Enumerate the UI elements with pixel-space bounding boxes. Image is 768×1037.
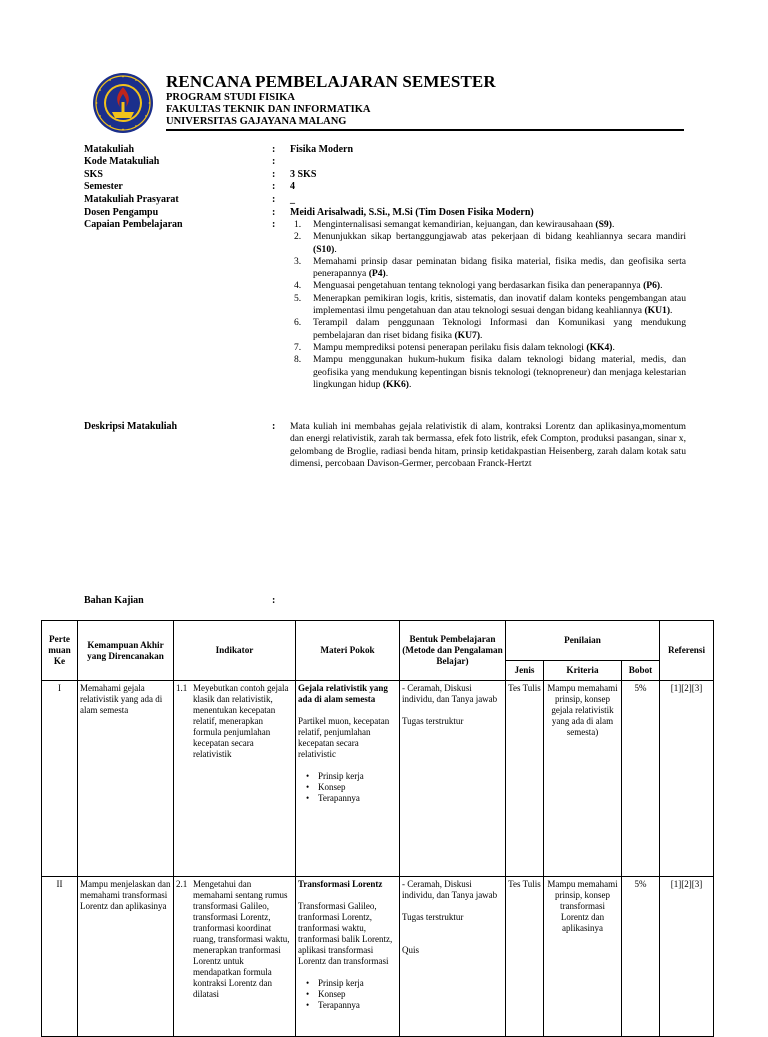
cell-materi: [296, 877, 400, 1037]
header-indikator: Indikator: [174, 621, 296, 681]
capaian-list: [290, 219, 686, 391]
cell-jenis: Tes Tulis: [506, 681, 544, 877]
capaian-text: [313, 219, 686, 231]
table-row: [42, 877, 714, 1037]
capaian-description: Terampil dalam penggunaan Teknologi Informasi dan Komunikasi yang mendukung pembelajaran dan riset bidang fisika: [313, 317, 686, 341]
university-seal-logo: [92, 72, 154, 134]
capaian-item: [290, 293, 686, 318]
capaian-period: .: [660, 280, 663, 292]
capaian-period: .: [480, 329, 483, 341]
rps-table: [41, 620, 714, 1037]
matakuliah-value: Fisika Modern: [290, 144, 354, 155]
capaian-code: (P6): [643, 280, 661, 292]
capaian-item: [290, 256, 686, 281]
capaian-number: 2.: [294, 231, 302, 243]
cell-bobot: 5%: [622, 681, 660, 877]
capaian-text: [313, 231, 686, 256]
sks-label: SKS: [84, 169, 103, 180]
deskripsi-label: Deskripsi Matakuliah: [84, 421, 178, 432]
university-name: UNIVERSITAS GAJAYANA MALANG: [166, 116, 347, 127]
capaian-number: 5.: [294, 292, 302, 304]
header-materi: Materi Pokok: [296, 621, 400, 681]
dosen-label: Dosen Pengampu: [84, 207, 159, 218]
program-name: PROGRAM STUDI FISIKA: [166, 92, 295, 103]
cell-materi: [296, 681, 400, 877]
capaian-item: [290, 280, 686, 292]
materi-bullets: [298, 771, 397, 804]
capaian-description: Menguasai pengetahuan tentang teknologi yang berdasarkan fisika dan penerapannya: [313, 280, 641, 292]
capaian-item: [290, 354, 686, 391]
capaian-period: .: [334, 243, 337, 255]
cell-kriteria: Mampu memahami prinsip, konsep gejala relativistik yang ada di alam semesta): [544, 681, 622, 877]
deskripsi-text: Mata kuliah ini membahas gejala relativistik di alam, kontraksi Lorentz dan aplikasinya,momentum dan energi relativistik, zarah tak bermassa, efek foto listrik, efek Compton, produksi pasangan, sinar x, gelombang de Broglie, radiasi benda hitam, prinsip ketidakpastian Heisenberg, zarah dalam kotak satu dimensi, percobaan Davison-Germer, percobaan Franck-Hertzt: [290, 421, 686, 469]
bentuk-quis: Quis: [402, 945, 420, 955]
bentuk-tugas: Tugas terstruktur: [402, 716, 464, 726]
capaian-text: [313, 256, 686, 281]
capaian-text: [313, 342, 686, 354]
colon: :: [272, 194, 276, 205]
cell-referensi: [1][2][3]: [660, 877, 714, 1037]
cell-jenis: Tes Tulis: [506, 877, 544, 1037]
capaian-label: Capaian Pembelajaran: [84, 219, 183, 230]
materi-bullet: • Konsep: [308, 989, 397, 1000]
capaian-period: .: [670, 305, 673, 317]
bentuk-metode: - Ceramah, Diskusi individu, dan Tanya jawab: [402, 879, 498, 900]
cell-bentuk: [400, 877, 506, 1037]
capaian-item: [290, 342, 686, 354]
cell-indikator: [174, 681, 296, 877]
capaian-code: (KK6): [382, 378, 409, 390]
prasyarat-label: Matakuliah Prasyarat: [84, 194, 179, 205]
capaian-item: [290, 231, 686, 256]
capaian-description: Menunjukkan sikap bertanggungjawab atas pekerjaan di bidang keahliannya secara mandiri: [313, 231, 686, 243]
capaian-period: .: [611, 219, 615, 230]
capaian-text: [313, 317, 686, 342]
semester-label: Semester: [84, 181, 123, 192]
materi-body: Transformasi Galileo, tranformasi Lorentz, tranformasi waktu, tranformasi balik Lorentz, aplikasi transformasi Lorentz dan transformasi: [298, 901, 393, 966]
indikator-text: Mengetahui dan memahami sentang rumus transformasi Galileo, transformasi Lorentz, tranformasi koordinat ruang, transformasi waktu, menerapkan tranformasi Lorentz untuk mendapatkan formula kontraksi Lorentz dan dilatasi: [193, 879, 290, 999]
colon: :: [272, 169, 276, 180]
capaian-item: [290, 317, 686, 342]
colon: :: [272, 181, 276, 192]
header-pertemuan: Perte muan Ke: [42, 621, 78, 681]
dosen-value: Meidi Arisalwadi, S.Si., M.Si (Tim Dosen Fisika Modern): [290, 207, 534, 218]
header-divider: [166, 129, 684, 131]
header-penilaian: Penilaian: [506, 621, 660, 661]
header-bobot: Bobot: [622, 661, 660, 681]
cell-kriteria: Mampu memahami prinsip, konsep transformasi Lorentz dan aplikasinya: [544, 877, 622, 1037]
materi-bullets: [298, 978, 397, 1011]
table-row: [42, 681, 714, 877]
indikator-number: 1.1: [176, 683, 188, 693]
colon: :: [272, 156, 276, 167]
kode-label: Kode Matakuliah: [84, 156, 160, 167]
cell-indikator: [174, 877, 296, 1037]
cell-pertemuan: II: [42, 877, 78, 1037]
materi-bullet: • Terapannya: [308, 1000, 397, 1011]
semester-value: 4: [290, 181, 295, 192]
colon: :: [272, 207, 276, 218]
capaian-number: 6.: [294, 317, 302, 329]
materi-title: Gejala relativistik yang ada di alam semesta: [298, 683, 388, 704]
capaian-text: [313, 293, 686, 318]
capaian-number: 1.: [294, 219, 302, 230]
materi-body: Partikel muon, kecepatan relatif, penjumlahan kecepatan secara relativistic: [298, 716, 390, 759]
colon: :: [272, 219, 276, 230]
header-bentuk: Bentuk Pembelajaran (Metode dan Pengalaman Belajar): [400, 621, 506, 681]
capaian-code: (S10): [313, 243, 335, 255]
capaian-description: Menerapkan pemikiran logis, kritis, sistematis, dan inovatif dalam konteks pengembangan atau implementasi ilmu pengetahuan dan atau teknologi sesuai dengan bidang keahliannya: [313, 292, 686, 317]
capaian-number: 8.: [294, 354, 302, 366]
colon: :: [272, 144, 276, 155]
cell-referensi: [1][2][3]: [660, 681, 714, 877]
capaian-description: Mampu memprediksi potensi penerapan perilaku fisis dalam teknologi: [313, 341, 584, 353]
capaian-period: .: [408, 378, 412, 390]
capaian-description: Memahami prinsip dasar peminatan bidang fisika material, fisika medis, dan geofisika serta penerapannya: [313, 255, 686, 280]
indikator-text: Meyebutkan contoh gejala klasik dan relativistik, menentukan kecepatan relatif, menerapkan formula penjumlahan kecepatan secara relativistik: [193, 683, 289, 759]
faculty-name: FAKULTAS TEKNIK DAN INFORMATIKA: [166, 104, 371, 115]
bahan-label: Bahan Kajian: [84, 595, 144, 606]
capaian-code: (P4): [368, 268, 386, 280]
capaian-text: [313, 280, 686, 292]
materi-title: Transformasi Lorentz: [298, 879, 383, 889]
bentuk-metode: - Ceramah, Diskusi individu, dan Tanya jawab: [402, 683, 498, 704]
materi-bullet: • Prinsip kerja: [308, 771, 397, 782]
header-jenis: Jenis: [506, 661, 544, 681]
cell-pertemuan: I: [42, 681, 78, 877]
capaian-code: (KK4): [586, 341, 613, 353]
materi-bullet: • Konsep: [308, 782, 397, 793]
header-kriteria: Kriteria: [544, 661, 622, 681]
capaian-code: (KU1): [644, 305, 671, 317]
capaian-description: Mampu menggunakan hukum-hukum fisika dalam teknologi bidang material, medis, dan geofisika yang mendukung kepentingan bisnis teknologi (teknopreneur) dan menjaga kelestarian lingkungan hidup: [313, 354, 686, 390]
matakuliah-label: Matakuliah: [84, 144, 135, 155]
capaian-description: Menginternalisasi semangat kemandirian, kejuangan, dan kewirausahaan: [313, 219, 593, 230]
prasyarat-value: _: [290, 194, 295, 205]
capaian-number: 3.: [294, 255, 302, 267]
header-referensi: Referensi: [660, 621, 714, 681]
colon: :: [272, 421, 276, 432]
indikator-number: 2.1: [176, 879, 188, 889]
document-title: RENCANA PEMBELAJARAN SEMESTER: [166, 72, 496, 91]
capaian-code: (KU7): [454, 329, 481, 341]
cell-bobot: 5%: [622, 877, 660, 1037]
capaian-number: 7.: [294, 341, 302, 353]
colon: :: [272, 595, 276, 606]
cell-kemampuan: Mampu menjelaskan dan memahami transformasi Lorentz dan aplikasinya: [78, 877, 174, 1037]
sks-value: 3 SKS: [290, 169, 317, 180]
materi-bullet: • Terapannya: [308, 793, 397, 804]
materi-bullet: • Prinsip kerja: [308, 978, 397, 989]
capaian-number: 4.: [294, 280, 302, 292]
header-kemampuan: Kemampuan Akhir yang Direncanakan: [78, 621, 174, 681]
cell-bentuk: [400, 681, 506, 877]
capaian-period: .: [612, 341, 615, 353]
capaian-item: [290, 219, 686, 231]
bentuk-tugas: Tugas terstruktur: [402, 912, 464, 922]
cell-kemampuan: Memahami gejala relativistik yang ada di alam semesta: [78, 681, 174, 877]
capaian-period: .: [385, 268, 389, 280]
capaian-text: [313, 354, 686, 391]
capaian-code: (S9): [595, 219, 612, 230]
